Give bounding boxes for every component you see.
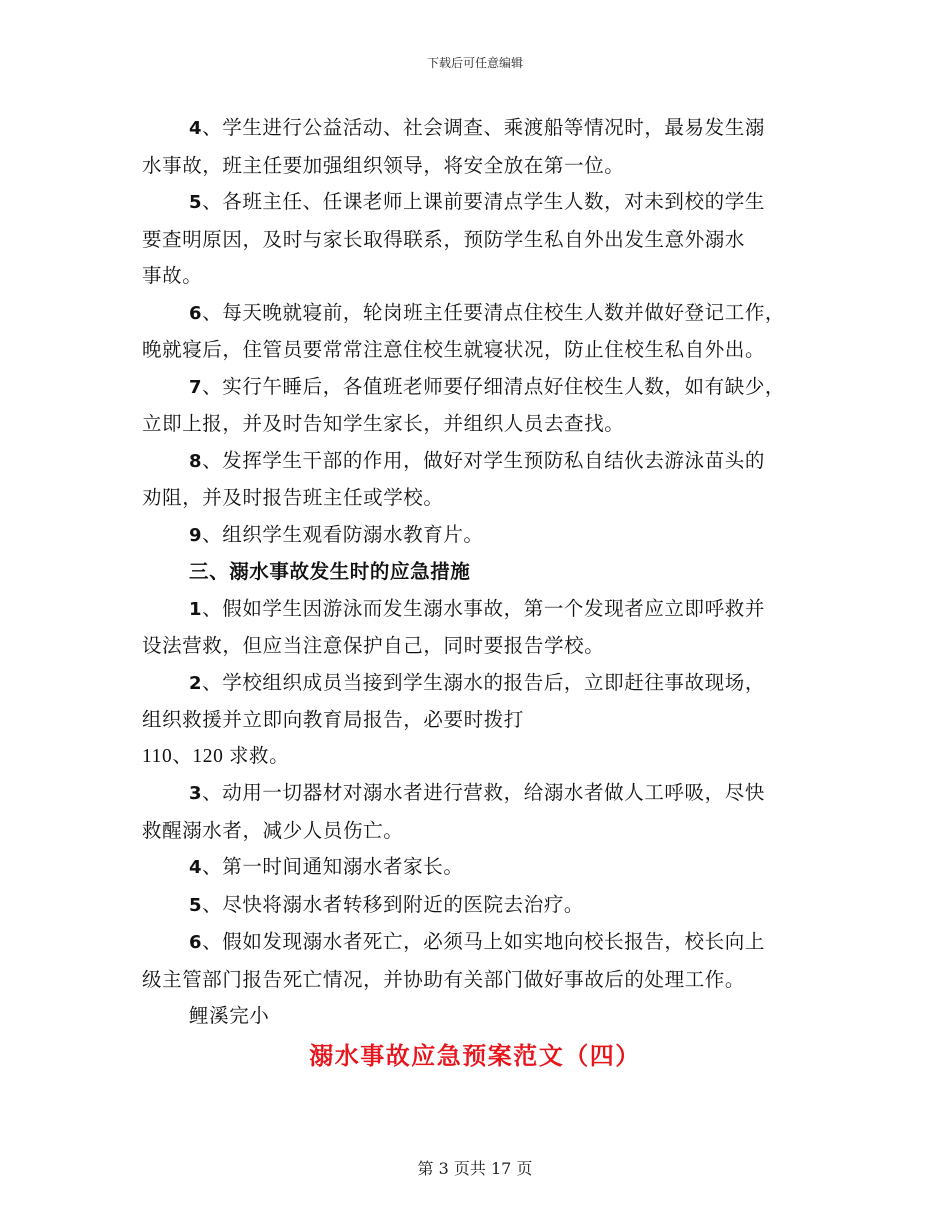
item-text: 要查明原因，及时与家长取得联系，预防学生私自外出发生意外溺水 xyxy=(142,227,746,251)
item-text: 水事故，班主任要加强组织领导，将安全放在第一位。 xyxy=(142,153,625,177)
item-number: 5 xyxy=(189,192,203,213)
list-item xyxy=(142,887,812,925)
item-text: 立即上报，并及时告知学生家长，并组织人员去查找。 xyxy=(142,412,625,435)
phone-line: 110、120 求救。 xyxy=(142,745,290,767)
item-text: 、组织学生观看防溺水教育片。 xyxy=(202,522,484,546)
list-item xyxy=(142,665,812,739)
item-number: 7 xyxy=(189,376,203,398)
list-item xyxy=(142,184,812,295)
item-number: 6 xyxy=(189,302,203,324)
item-number: 3 xyxy=(189,783,203,804)
item-text: 、第一时间通知溺水者家长。 xyxy=(202,855,464,878)
item-text: 、每天晚就寝前，轮岗班主任要清点住校生人数并做好登记工作， xyxy=(202,300,786,324)
item-text: 、各班主任、任课老师上课前要清点学生人数，对未到校的学生 xyxy=(202,190,765,213)
section-heading: 三、溺水事故发生时的应急措施 xyxy=(189,560,471,583)
list-item xyxy=(142,924,812,998)
list-item xyxy=(142,110,812,184)
list-item xyxy=(142,591,812,665)
item-number: 9 xyxy=(189,524,203,546)
list-item xyxy=(142,443,812,517)
item-text: 、学校组织成员当接到学生溺水的报告后，立即赶往事故现场， xyxy=(202,670,765,694)
item-text: 事故。 xyxy=(142,264,203,287)
item-text: 救醒溺水者，减少人员伤亡。 xyxy=(142,818,404,842)
item-text: 级主管部门报告死亡情况，并协助有关部门做好事故后的处理工作。 xyxy=(142,967,746,991)
item-number: 5 xyxy=(189,894,203,916)
item-number: 6 xyxy=(189,932,203,953)
item-text: 、假如发现溺水者死亡，必须马上如实地向校长报告，校长向上 xyxy=(202,930,765,953)
page-header: 下载后可任意编辑 xyxy=(426,56,523,70)
item-text: 组织救援并立即向教育局报告，必要时拨打 xyxy=(142,708,524,731)
page-footer: 第 3 页共 17 页 xyxy=(417,1159,533,1178)
item-text: 晚就寝后，住管员要常常注意住校生就寝状况，防止住校生私自外出。 xyxy=(142,338,766,361)
list-item xyxy=(142,775,812,849)
item-number: 1 xyxy=(189,598,203,620)
item-number: 4 xyxy=(189,118,203,139)
list-item xyxy=(142,295,812,369)
list-item xyxy=(142,369,812,443)
item-number: 8 xyxy=(189,450,203,472)
list-item xyxy=(142,517,812,555)
item-number: 2 xyxy=(189,672,203,694)
item-text: 劝阻，并及时报告班主任或学校。 xyxy=(142,486,444,509)
item-number: 4 xyxy=(189,857,203,878)
item-text: 、动用一切器材对溺水者进行营救，给溺水者做人工呼吸，尽快 xyxy=(202,781,765,804)
item-text: 、尽快将溺水者转移到附近的医院去治疗。 xyxy=(202,892,585,916)
signature: 鲤溪完小 xyxy=(189,1004,270,1027)
item-text: 、发挥学生干部的作用，做好对学生预防私自结伙去游泳苗头的 xyxy=(202,448,765,472)
item-text: 、学生进行公益活动、社会调查、乘渡船等情况时，最易发生溺 xyxy=(202,116,765,139)
next-section-title: 溺水事故应急预案范文（四） xyxy=(309,1041,641,1070)
item-text: 设法营救，但应当注意保护自己，同时要报告学校。 xyxy=(142,634,605,657)
item-text: 、实行午睡后，各值班老师要仔细清点好住校生人数，如有缺少， xyxy=(202,374,786,398)
document-body xyxy=(142,110,812,1035)
item-text: 、假如学生因游泳而发生溺水事故，第一个发现者应立即呼救并 xyxy=(202,596,765,620)
list-item xyxy=(142,849,812,887)
